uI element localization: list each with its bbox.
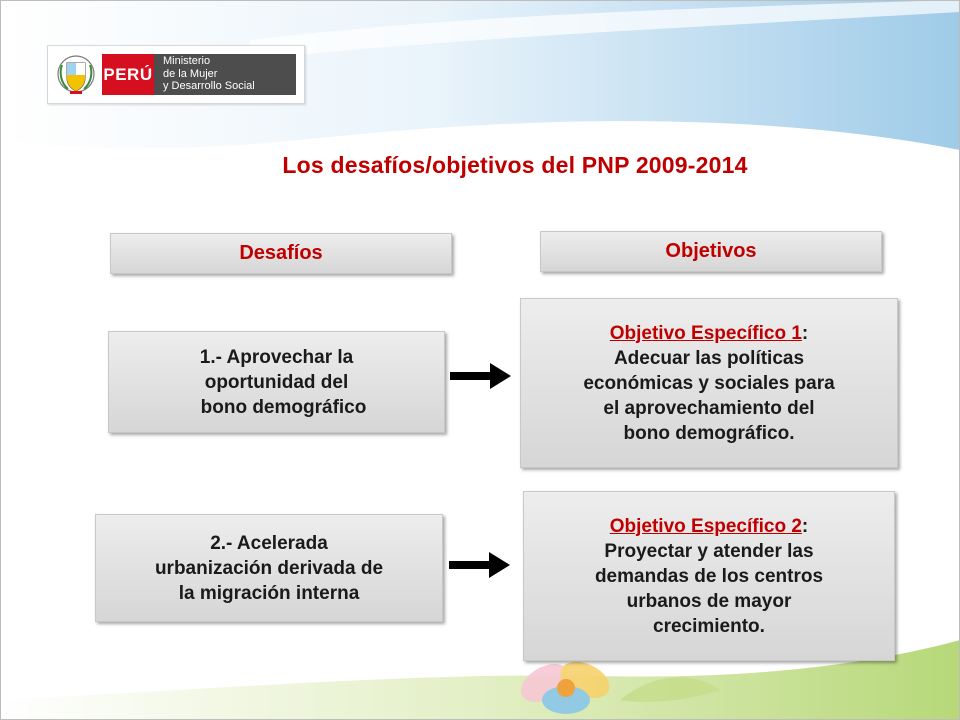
logo-line: de la Mujer xyxy=(163,67,218,80)
challenge-line: urbanización derivada de xyxy=(154,557,384,579)
challenge-line: bono demográfico xyxy=(200,396,367,418)
objective-text xyxy=(595,514,823,639)
objetivos-header: Objetivos xyxy=(540,231,882,272)
objective-line: Adecuar las políticas xyxy=(613,347,805,369)
challenge-line: la migración interna xyxy=(178,582,360,604)
objective-line: económicas y sociales para xyxy=(583,372,835,394)
objective-heading-row xyxy=(610,321,809,346)
challenge-box-2 xyxy=(95,514,443,622)
objective-text xyxy=(583,321,834,446)
objective-line: bono demográfico. xyxy=(623,422,795,444)
objective-box-2 xyxy=(523,491,895,661)
objective-box-1 xyxy=(520,298,898,468)
objective-heading: Objetivo Específico 1 xyxy=(609,322,802,344)
desafios-header: Desafíos xyxy=(110,233,452,274)
objective-heading: Objetivo Específico 2 xyxy=(609,515,802,537)
objective-line: el aprovechamiento del xyxy=(603,397,815,419)
slide-title: Los desafíos/objetivos del PNP 2009-2014 xyxy=(282,152,748,178)
challenge-text xyxy=(155,531,383,606)
objective-line: crecimiento. xyxy=(653,615,765,637)
logo-line: y Desarrollo Social xyxy=(163,80,255,92)
challenge-line: 1.- Aprovechar la xyxy=(199,346,354,368)
challenge-box-1 xyxy=(108,331,445,433)
objective-line: urbanos de mayor xyxy=(626,590,792,612)
ministry-logo xyxy=(47,45,305,104)
logo-country: PERÚ xyxy=(102,54,154,95)
objective-heading-row xyxy=(610,514,809,539)
challenge-line: oportunidad del xyxy=(204,371,349,393)
objective-line: Proyectar y atender las xyxy=(604,540,814,562)
objective-colon: : xyxy=(801,322,809,344)
logo-line: Ministerio xyxy=(163,55,211,67)
coat-of-arms-icon xyxy=(56,51,96,97)
arrow-right-icon xyxy=(450,362,512,390)
objective-line: demandas de los centros xyxy=(594,565,824,587)
arrow-right-icon xyxy=(449,551,511,579)
logo-ministry-name xyxy=(154,54,296,95)
challenge-line: 2.- Acelerada xyxy=(210,532,328,554)
challenge-text xyxy=(187,345,367,420)
objective-colon: : xyxy=(801,515,809,537)
